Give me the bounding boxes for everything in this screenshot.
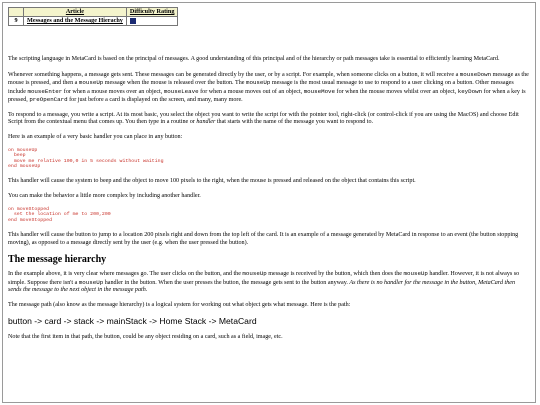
article-column-link[interactable]: Article (65, 8, 85, 15)
code-block-mouseup: on mouseUp beep move me relative 100,0 in 5 seconds without waiting end mouseUp (8, 148, 164, 169)
inline-code: keyDown (457, 87, 483, 95)
emphasis-text: handler (196, 119, 216, 125)
article-content (3, 3, 535, 342)
text-run: message is received by the button, which then does the (266, 271, 404, 278)
text-run: for when the mouse moves whilst over an object, (335, 88, 458, 95)
text-run: that starts with the name of the message you want to respond to. (215, 119, 374, 125)
inline-code: mouseEnter (27, 87, 63, 95)
header-blank (9, 8, 24, 17)
inline-code: preOpenCard (29, 96, 68, 103)
path-intro: The message path (also know as the message hierarchy) is a logical system for working out what object gets what message. Here is the path: (8, 301, 351, 308)
text-run: Whenever something happens, a message gets sent. These messages can be generated directly by the user, or by a script. For example, when someone clicks on a button, it will receive a (8, 71, 460, 78)
messages-paragraph (8, 71, 529, 105)
complex-intro: You can make the behavior a little more complex by including another handler. (8, 192, 201, 199)
header-rating[interactable] (126, 8, 178, 17)
inline-code: mouseUp (78, 278, 104, 286)
text-run: for just before a card is displayed on the screen, and many, many more. (67, 97, 243, 103)
row-rating-cell (126, 17, 178, 26)
text-run: To respond to a message, you write a script. At its most basic, you select the object you want to write the script for with the pointer tool, right-click (or control-click if you are using the MacOS) and choose Edit Script from the contextual menu that comes up. You then type in a routine or (8, 111, 519, 125)
text-run: message when the mouse is released over the button. The (103, 80, 246, 86)
table-header-row (9, 8, 178, 17)
article-index-table (8, 7, 178, 26)
path-note: Note that the first item in that path, the button, could be any object residing on a card, such as a field, image, etc. (8, 334, 283, 341)
header-article[interactable] (24, 8, 127, 17)
inline-code: mouseDown (459, 70, 492, 78)
respond-paragraph (8, 112, 529, 127)
example-intro: Here is an example of a very basic handler you can place in any button: (8, 133, 183, 140)
text-run: for when a mouse moves out of an object, (198, 88, 304, 95)
text-run: handler in the button. When the user presses the button, the message gets sent to the button anyway. (103, 279, 350, 286)
difficulty-rating-icon (130, 18, 136, 24)
handler-explanation: This handler will cause the system to beep and the object to move 100 pixels to the right, when the mouse is pressed and released on the object that contains this script. (8, 178, 416, 185)
inline-code: mouseLeave (163, 87, 199, 95)
row-number: 9 (9, 17, 24, 26)
text-run: message as the mouse is pressed, and then a (8, 71, 529, 86)
browser-viewport (2, 2, 536, 403)
movestopped-explanation: This handler will cause the button to jump to a location 200 pixels right and down from the top left of the card. It is an example of a message generated by MetaCard in response to an event (the button stopping moving), as opposed to a message directly sent by the user (e.g. when the user pressed the button). (8, 232, 519, 246)
intro-paragraph: The scripting language in MetaCard is based on the principal of messages. A good understanding of this principal and of the hierarchy or path messages take is essential to efficiently learning MetaCard. (8, 56, 500, 62)
text-run: In the example above, it is very clear where messages go. The user clicks on the button, and the (8, 271, 243, 278)
table-row (9, 17, 178, 26)
message-path: button -> card -> stack -> mainStack -> Home Stack -> MetaCard (8, 316, 257, 327)
text-run: message is the most usual message to use to respond to a user clicking on a button. Other messages include (8, 80, 514, 95)
article-link[interactable]: Messages and the Message Hierachy (27, 17, 123, 24)
code-block-movestopped: on moveStopped set the location of me to 200,200 end moveStopped (8, 207, 111, 223)
spacer (8, 26, 529, 56)
inline-code: mouseUp (403, 270, 428, 278)
row-title-cell[interactable] (24, 17, 127, 26)
text-run: handler. However, it is not always so simple. Suppose there isn't a (8, 271, 520, 286)
text-run: for when a mouse moves over an object, (62, 88, 164, 95)
emphasis-text: As there is no handler for the message in the button, MetaCard then sends the message to the next object in the message path. (8, 279, 516, 294)
hierarchy-paragraph (8, 270, 529, 295)
inline-code: mouseUp (242, 270, 267, 278)
inline-code: mouseMove (303, 87, 336, 95)
text-run: for when a key is pressed, (8, 88, 526, 103)
inline-code: mouseUp (78, 79, 104, 86)
section-heading: The message hierarchy (8, 254, 107, 266)
inline-code: mouseUp (246, 79, 271, 86)
rating-column-link[interactable]: Difficulty Rating (129, 8, 175, 15)
